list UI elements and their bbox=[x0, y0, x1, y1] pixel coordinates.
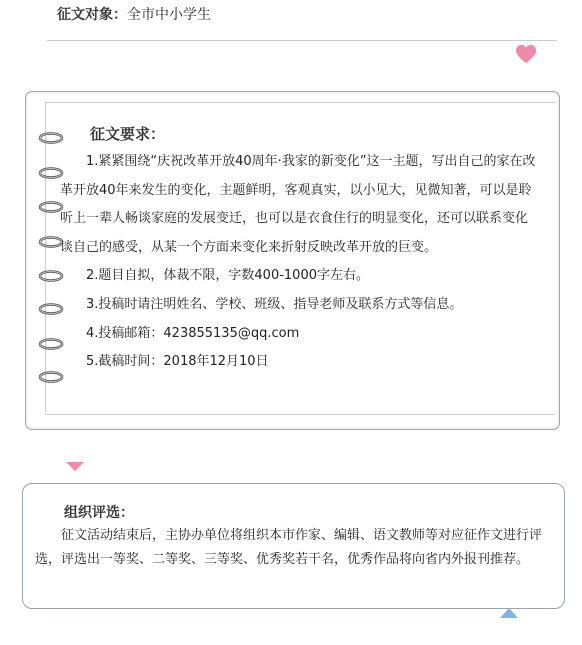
target-audience-value: 全市中小学生 bbox=[127, 7, 211, 23]
requirement-item: 5.截稿时间：2018年12月10日 bbox=[86, 354, 269, 370]
requirements-title: 征文要求： bbox=[90, 125, 166, 143]
heart-icon bbox=[515, 43, 537, 65]
requirements-list bbox=[60, 148, 540, 377]
evaluation-body: 征文活动结束后，主协办单位将组织本市作家、编辑、语文教师等对应征作文进行评选，评选出一等奖、二等奖、三等奖、优秀奖若干名，优秀作品将向省内外报刊推荐。 bbox=[35, 528, 543, 567]
target-audience-card bbox=[47, 0, 557, 41]
binder-ring-icon bbox=[38, 131, 64, 145]
notebook-bottom-line bbox=[45, 414, 555, 415]
triangle-marker-icon bbox=[500, 608, 518, 618]
requirement-item: 1.紧紧围绕“庆祝改革开放40周年·我家的新变化”这一主题，写出自己的家在改革开放40年来发生的变化，主题鲜明，客观真实，以小见大，见微知著，可以是聆听上一辈人畅谈家庭的发展变迁，也可以是衣食住行的明显变化，还可以联系变化谈自己的感受，从某一个方面来变化来折射反映改革开放的巨变。 bbox=[60, 154, 536, 255]
requirement-item: 2.题目自拟，体裁不限，字数400-1000字左右。 bbox=[86, 268, 369, 284]
evaluation-title: 组织评选： bbox=[64, 505, 134, 521]
requirement-item: 4.投稿邮箱：423855135@qq.com bbox=[86, 325, 300, 341]
requirements-card bbox=[25, 91, 560, 430]
target-audience-label: 征文对象： bbox=[57, 7, 127, 23]
target-audience bbox=[57, 5, 211, 25]
triangle-marker-icon bbox=[66, 462, 84, 471]
requirement-item: 3.投稿时请注明姓名、学校、班级、指导老师及联系方式等信息。 bbox=[86, 296, 463, 312]
